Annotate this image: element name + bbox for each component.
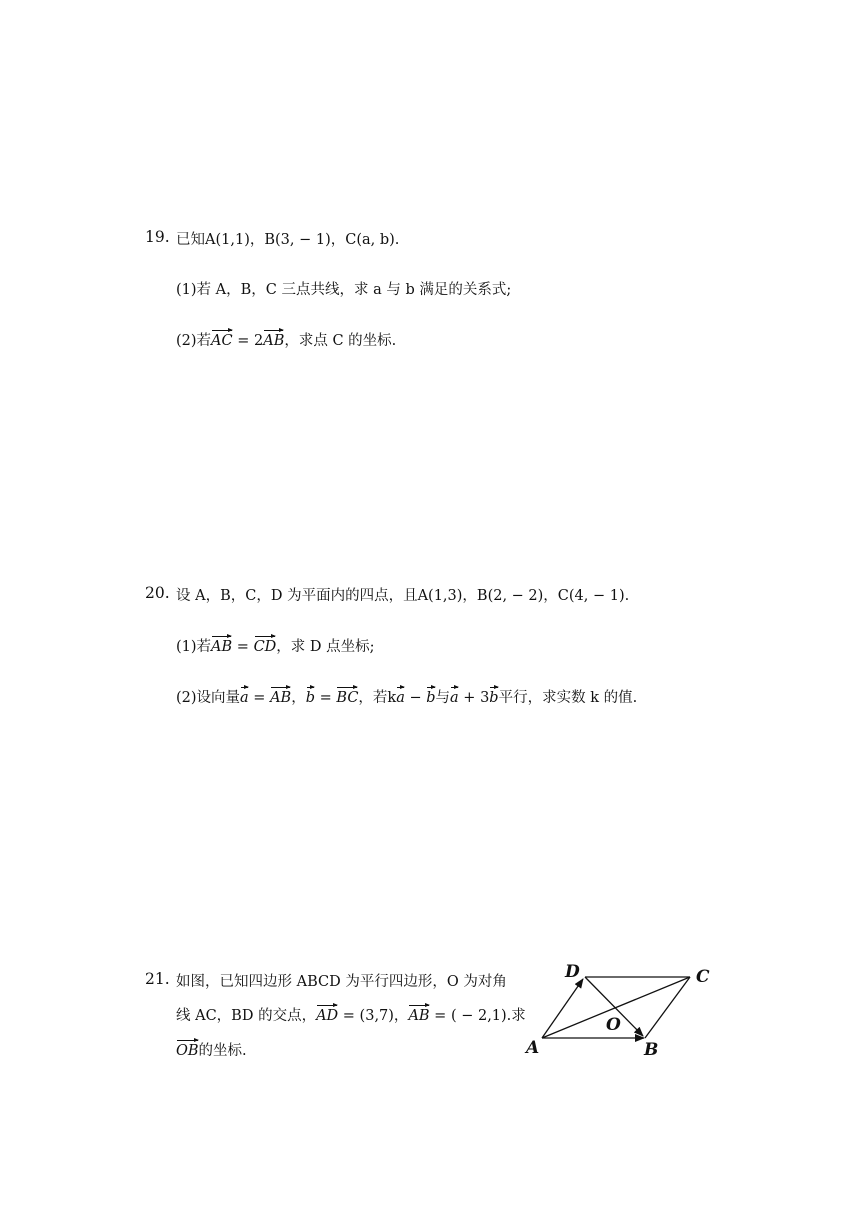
- vector-ab: AB: [263, 333, 285, 349]
- text-fragment: ，若k: [358, 690, 397, 706]
- question-part-1: [176, 635, 375, 656]
- text-fragment: = 2: [232, 333, 264, 349]
- question-part-1: (1)若 A，B，C 三点共线，求 a 与 b 满足的关系式;: [176, 282, 512, 298]
- vector-bc: BC: [336, 690, 359, 706]
- vector-ab: AB: [270, 690, 292, 706]
- text-fragment: (1)若: [176, 639, 212, 655]
- text-fragment: =: [248, 690, 271, 706]
- vector-a: a: [396, 690, 405, 706]
- parallelogram-figure: [520, 955, 740, 1065]
- vector-b: b: [305, 690, 316, 706]
- vector-a: a: [240, 690, 249, 706]
- question-part-2: [176, 329, 396, 350]
- question-line-3: [176, 1039, 247, 1060]
- question-line-1: 如图，已知四边形 ABCD 为平行四边形，O 为对角: [176, 974, 507, 990]
- text-fragment: = (3,7)，: [338, 1008, 409, 1024]
- label-d: D: [565, 962, 580, 982]
- text-fragment: + 3: [458, 690, 490, 706]
- text-fragment: ，求点 C 的坐标.: [284, 333, 397, 349]
- vector-cd: CD: [253, 639, 277, 655]
- text-fragment: −: [404, 690, 427, 706]
- question-number: 21.: [145, 970, 170, 988]
- vector-ac: AC: [211, 333, 233, 349]
- text-fragment: 线 AC，BD 的交点，: [176, 1008, 317, 1024]
- text-fragment: =: [232, 639, 254, 655]
- vector-ob: OB: [176, 1043, 199, 1059]
- vector-ab: AB: [211, 639, 233, 655]
- text-fragment: (2)设向量: [176, 690, 241, 706]
- question-stem: 设 A，B，C，D 为平面内的四点，且A(1,3)，B(2, − 2)，C(4, − 1).: [176, 588, 630, 604]
- text-fragment: = ( − 2,1).求: [429, 1008, 526, 1024]
- question-part-2: [176, 686, 637, 707]
- question-number: 20.: [145, 584, 170, 602]
- label-b: B: [644, 1040, 659, 1060]
- text-fragment: 平行，求实数 k 的值.: [498, 690, 638, 706]
- vector-a: a: [450, 690, 459, 706]
- question-stem: 已知A(1,1)，B(3, − 1)，C(a, b).: [176, 232, 400, 248]
- vector-ab: AB: [408, 1008, 430, 1024]
- text-fragment: =: [315, 690, 337, 706]
- text-fragment: 的坐标.: [198, 1043, 247, 1059]
- vector-b: b: [489, 690, 499, 706]
- text-fragment: ，: [291, 690, 306, 706]
- vector-b: b: [426, 690, 436, 706]
- text-fragment: 与: [435, 690, 451, 706]
- question-number: 19.: [145, 228, 170, 246]
- text-fragment: (2)若: [176, 333, 212, 349]
- label-o: O: [606, 1015, 621, 1035]
- label-c: C: [696, 967, 710, 987]
- vector-ad: AD: [316, 1008, 339, 1024]
- label-a: A: [526, 1038, 540, 1058]
- question-line-2: [176, 1004, 526, 1025]
- text-fragment: ，求 D 点坐标;: [276, 639, 375, 655]
